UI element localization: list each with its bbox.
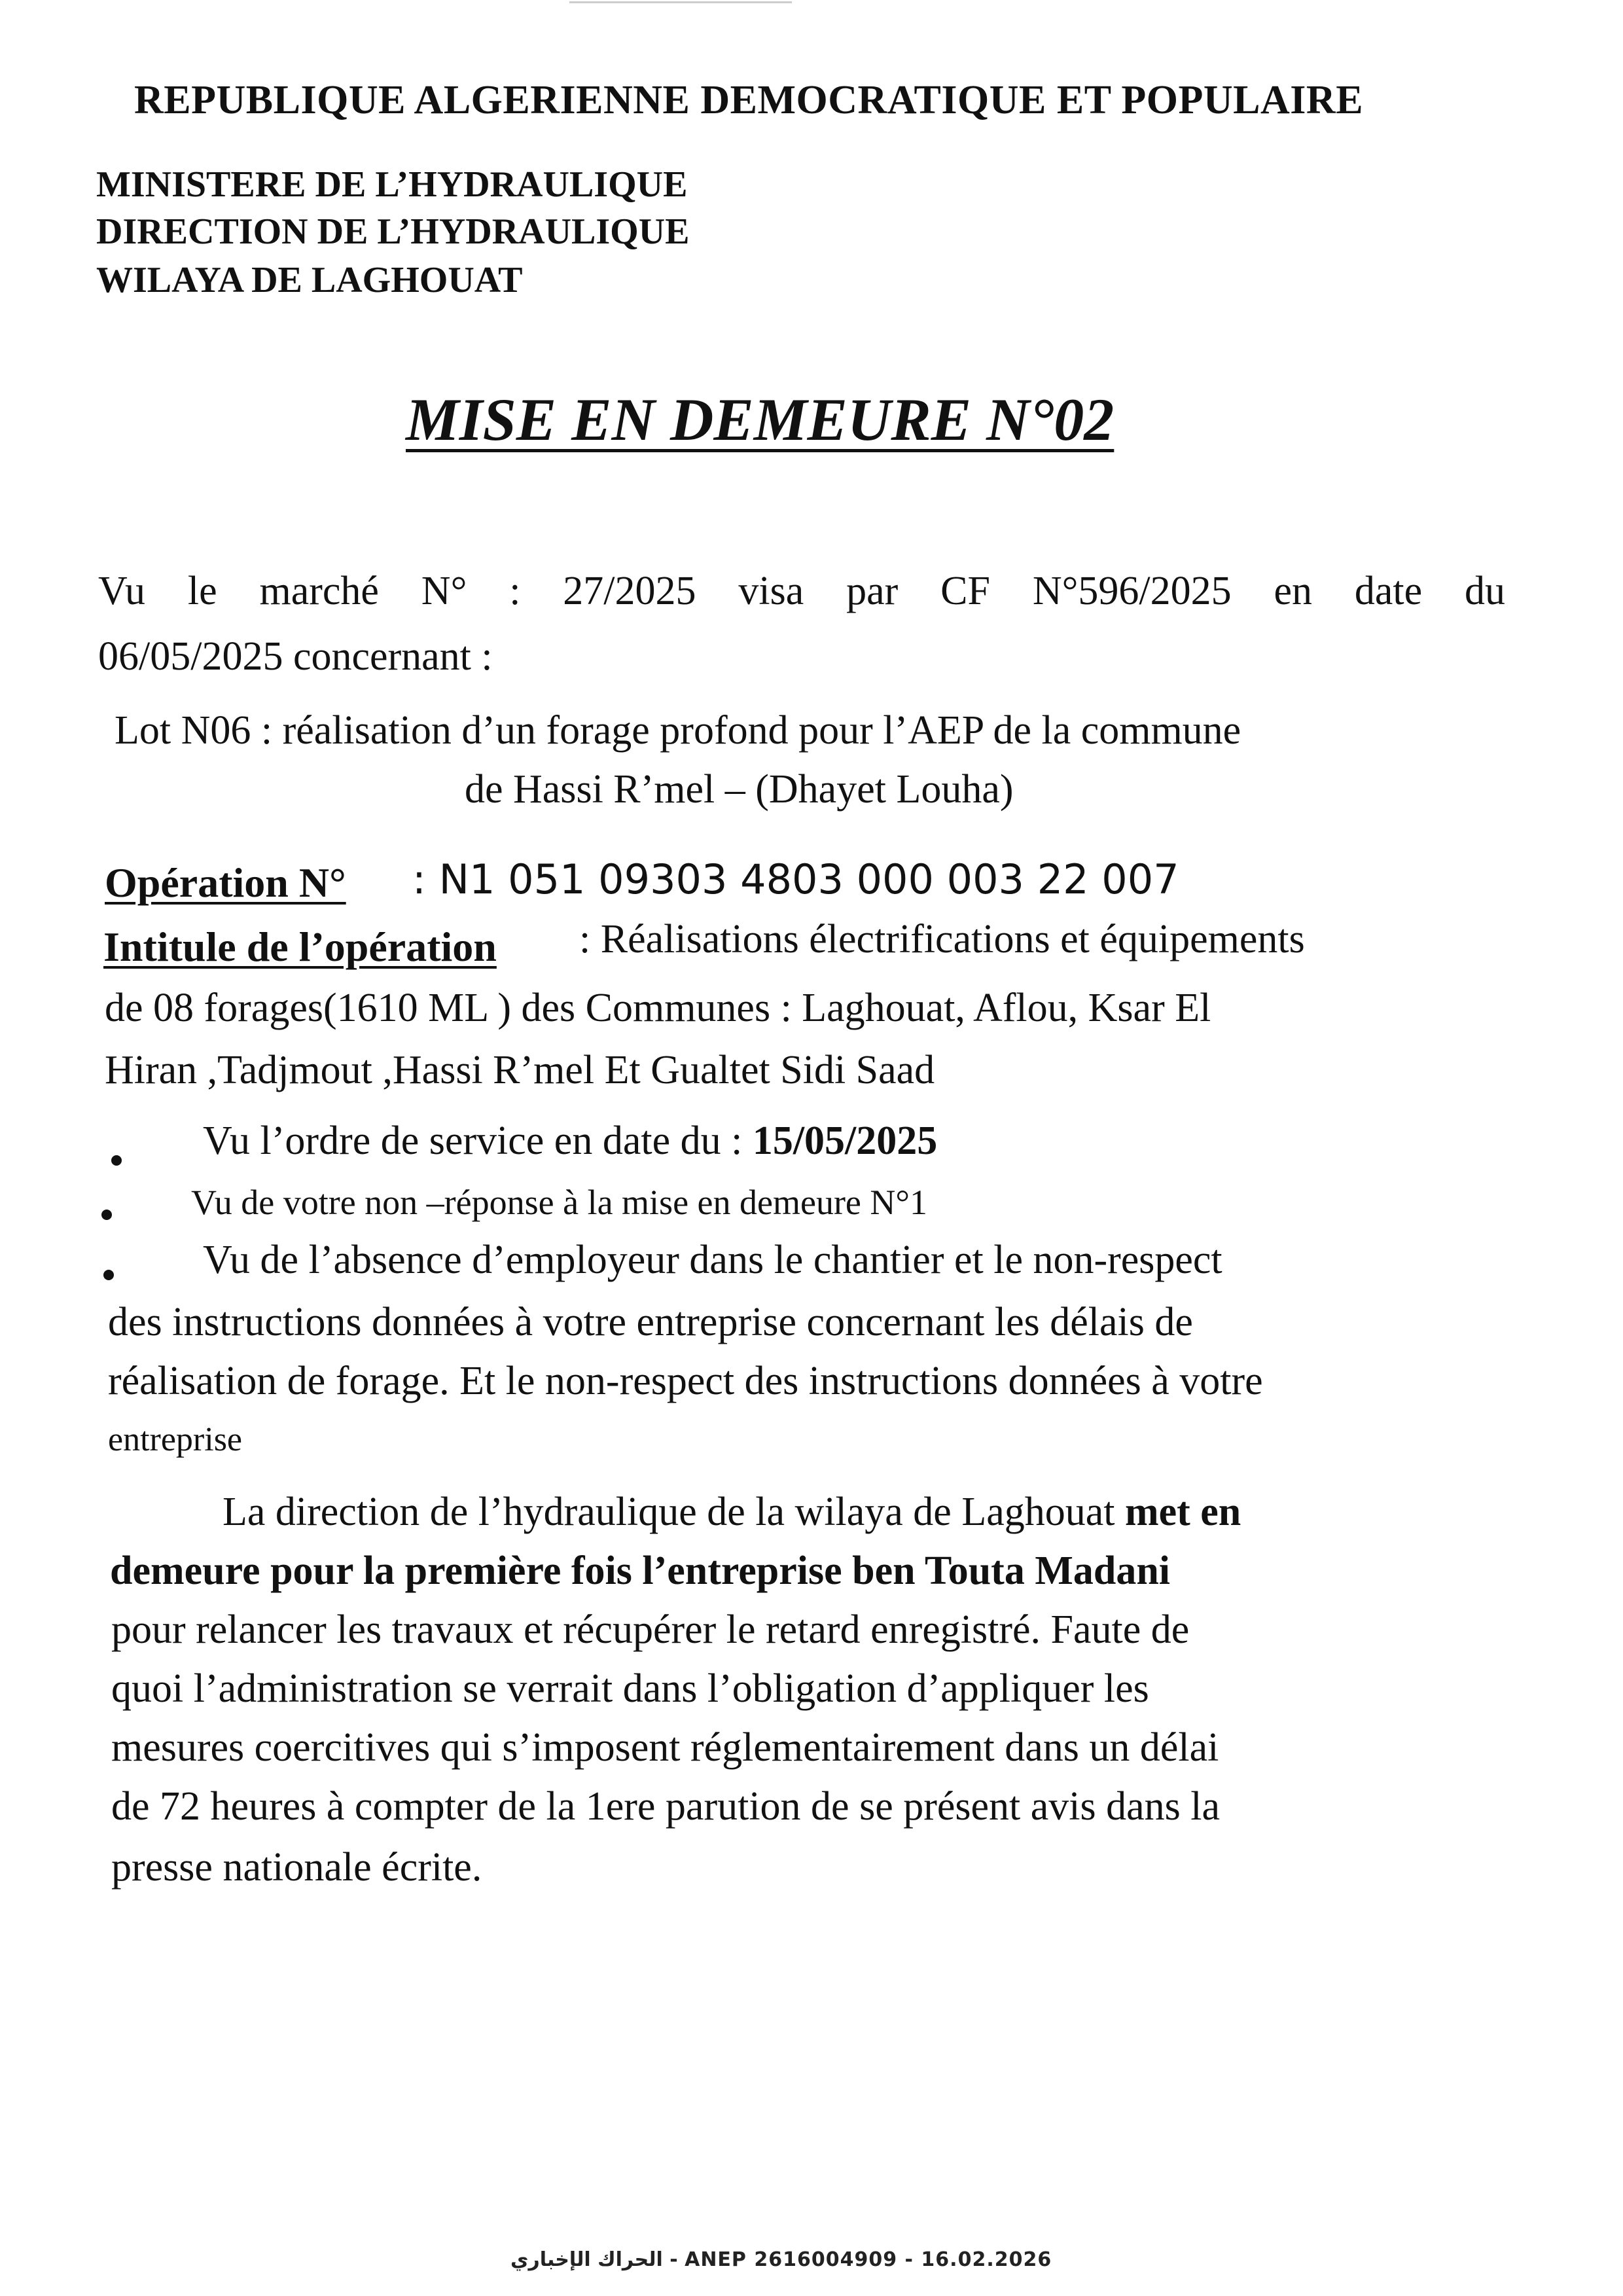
ministry-heading: MINISTERE DE L’HYDRAULIQUE bbox=[96, 164, 688, 205]
intitule-line-3: Hiran ,Tadjmout ,Hassi R’mel Et Gualtet Sidi Saad bbox=[105, 1048, 935, 1092]
vu-marche-line-2: 06/05/2025 concernant : bbox=[98, 634, 493, 679]
paragraph-line-1-text: La direction de l’hydraulique de la wilaya de Laghouat bbox=[223, 1490, 1125, 1534]
paragraph-line-1 bbox=[223, 1489, 1241, 1535]
footer-publication-ref: الحراك الإخباري - ANEP 2616004909 - 16.02.2026 bbox=[510, 2248, 1052, 2271]
operation-label: Opération N° bbox=[105, 859, 346, 906]
bullet-ordre-service bbox=[203, 1118, 937, 1164]
bullet-dot-icon bbox=[103, 1270, 114, 1280]
lot-line-2: de Hassi R’mel – (Dhayet Louha) bbox=[465, 767, 1014, 812]
bullet-absence-line-4: entreprise bbox=[108, 1421, 243, 1458]
paragraph-line-3: pour relancer les travaux et récupérer le retard enregistré. Faute de bbox=[111, 1607, 1190, 1652]
bullet-dot-icon bbox=[101, 1210, 112, 1220]
wilaya-heading: WILAYA DE LAGHOUAT bbox=[96, 260, 523, 300]
direction-heading: DIRECTION DE L’HYDRAULIQUE bbox=[96, 211, 690, 252]
intitule-line-2: de 08 forages(1610 ML ) des Communes : Laghouat, Aflou, Ksar El bbox=[105, 986, 1211, 1030]
paragraph-line-6: de 72 heures à compter de la 1ere parution de se présent avis dans la bbox=[111, 1784, 1221, 1829]
lot-line-1: Lot N06 : réalisation d’un forage profond pour l’AEP de la commune bbox=[115, 708, 1241, 753]
bullet-non-reponse: Vu de votre non –réponse à la mise en demeure N°1 bbox=[191, 1183, 927, 1222]
document-title: MISE EN DEMEURE N°02 bbox=[406, 386, 1115, 453]
intitule-label: Intitule de l’opération bbox=[103, 924, 497, 970]
republic-heading: REPUBLIQUE ALGERIENNE DEMOCRATIQUE ET POPULAIRE bbox=[134, 78, 1364, 122]
paragraph-line-2: demeure pour la première fois l’entreprise ben Touta Madani bbox=[110, 1549, 1171, 1593]
operation-number: : N1 051 09303 4803 000 003 22 007 bbox=[412, 855, 1179, 903]
bullet-absence-line-1: Vu de l’absence d’employeur dans le chantier et le non-respect bbox=[203, 1238, 1222, 1282]
bullet-ordre-service-text: Vu l’ordre de service en date du : bbox=[203, 1119, 753, 1163]
vu-marche-line-1: Vu le marché N° : 27/2025 visa par CF N°596/2025 en date du bbox=[98, 569, 1505, 613]
paragraph-line-5: mesures coercitives qui s’imposent réglementairement dans un délai bbox=[111, 1725, 1219, 1770]
bullet-absence-line-2: des instructions données à votre entreprise concernant les délais de bbox=[108, 1300, 1193, 1344]
paragraph-line-4: quoi l’administration se verrait dans l’obligation d’appliquer les bbox=[111, 1666, 1149, 1711]
intitule-value: : Réalisations électrifications et équipements bbox=[579, 917, 1305, 961]
ordre-service-date: 15/05/2025 bbox=[752, 1119, 938, 1163]
paragraph-line-7: presse nationale écrite. bbox=[111, 1845, 482, 1890]
bullet-absence-line-3: réalisation de forage. Et le non-respect des instructions données à votre bbox=[108, 1359, 1263, 1403]
paragraph-line-1-bold: met en bbox=[1124, 1490, 1241, 1534]
scan-edge-mark bbox=[569, 1, 792, 3]
bullet-dot-icon bbox=[111, 1155, 122, 1166]
